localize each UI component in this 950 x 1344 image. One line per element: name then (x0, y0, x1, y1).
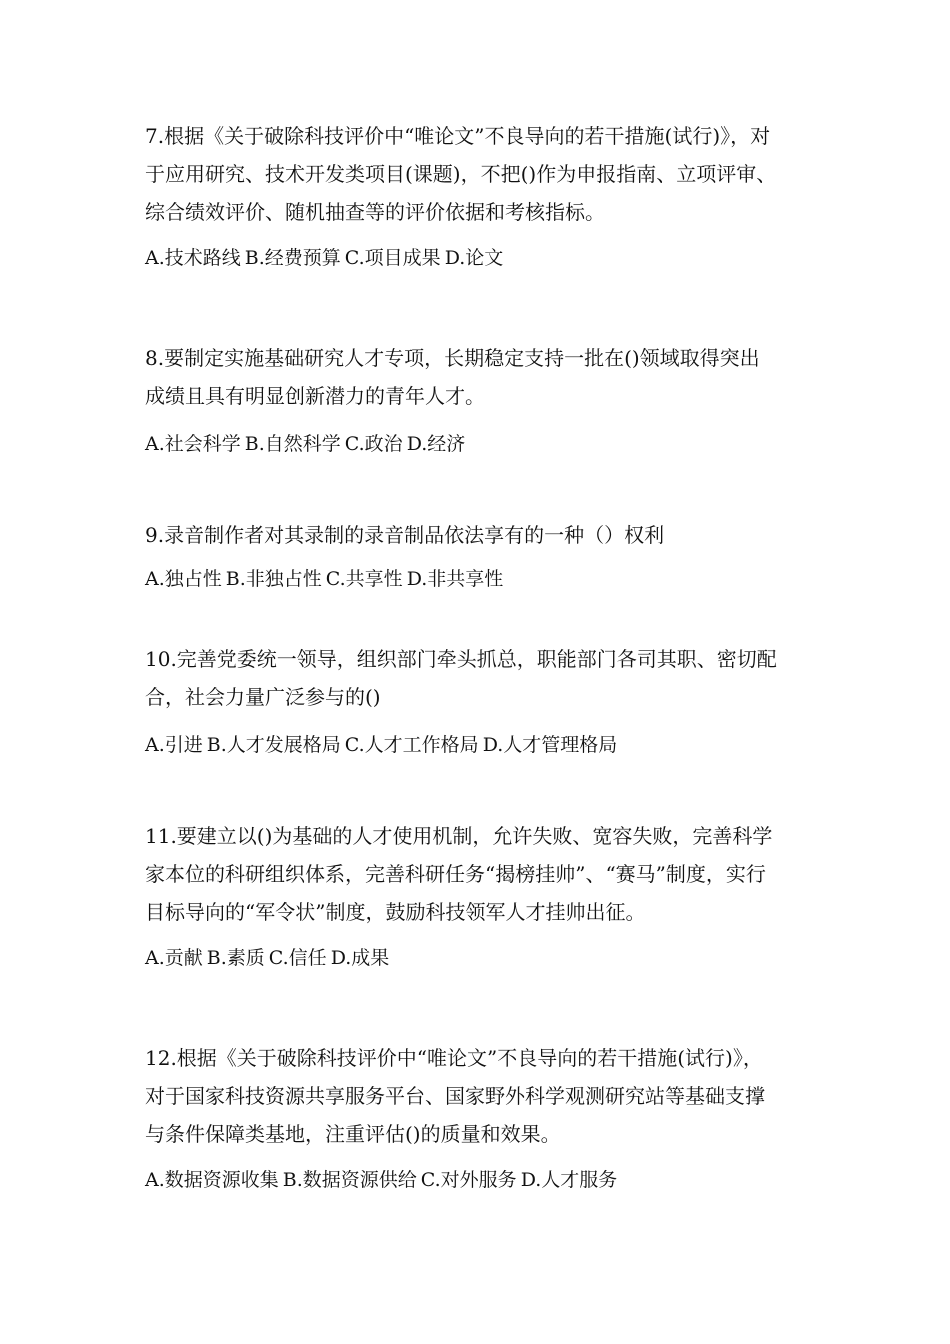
question-text (145, 117, 815, 231)
option-d: D.人才管理格局 (482, 734, 618, 756)
option-c: C.共享性 (325, 568, 403, 590)
option-a: A.贡献 (145, 947, 203, 969)
question-text (145, 640, 815, 716)
option-c: C.对外服务 (420, 1169, 517, 1191)
answer-options (145, 243, 815, 273)
question-text (145, 817, 815, 931)
question-line: 成绩且具有明显创新潜力的青年人才。 (145, 384, 485, 408)
option-a: A.数据资源收集 (145, 1169, 279, 1191)
question-text (145, 1039, 815, 1153)
question-11 (145, 817, 815, 973)
question-line: 8.要制定实施基础研究人才专项，长期稳定支持一批在()领域取得突出 (145, 346, 760, 370)
question-line: 于应用研究、技术开发类项目(课题)，不把()作为申报指南、立项评审、 (145, 162, 777, 186)
option-a: A.社会科学 (145, 433, 241, 455)
option-b: B.数据资源供给 (282, 1169, 417, 1191)
question-line: 10.完善党委统一领导，组织部门牵头抓总，职能部门各司其职、密切配 (145, 647, 777, 671)
option-b: B.人才发展格局 (206, 734, 341, 756)
question-line: 与条件保障类基地，注重评估()的质量和效果。 (145, 1122, 561, 1146)
option-b: B.经费预算 (244, 247, 341, 269)
question-line: 综合绩效评价、随机抽查等的评价依据和考核指标。 (145, 200, 605, 224)
option-d: D.人才服务 (520, 1169, 618, 1191)
question-line: 家本位的科研组织体系，完善科研任务“揭榜挂帅”、“赛马”制度，实行 (145, 862, 766, 886)
question-line: 9.录音制作者对其录制的录音制品依法享有的一种（）权利 (145, 523, 665, 547)
question-line: 12.根据《关于破除科技评价中“唯论文”不良导向的若干措施(试行)》， (145, 1046, 763, 1070)
option-b: B.非独占性 (225, 568, 322, 590)
option-c: C.人才工作格局 (344, 734, 479, 756)
question-7 (145, 117, 815, 273)
question-line: 对于国家科技资源共享服务平台、国家野外科学观测研究站等基础支撑 (145, 1084, 765, 1108)
option-d: D.经济 (406, 433, 466, 455)
question-12 (145, 1039, 815, 1195)
question-line: 目标导向的“军令状”制度，鼓励科技领军人才挂帅出征。 (145, 900, 646, 924)
answer-options (145, 943, 815, 973)
answer-options (145, 1165, 815, 1195)
option-a: A.独占性 (145, 568, 222, 590)
question-9 (145, 516, 815, 594)
option-c: C.政治 (344, 433, 403, 455)
option-b: B.素质 (206, 947, 265, 969)
option-a: A.引进 (145, 734, 203, 756)
option-b: B.自然科学 (244, 433, 341, 455)
answer-options (145, 429, 815, 459)
question-8 (145, 339, 815, 459)
question-line: 11.要建立以()为基础的人才使用机制，允许失败、宽容失败，完善科学 (145, 824, 773, 848)
question-text (145, 339, 815, 415)
question-line: 合，社会力量广泛参与的() (145, 685, 381, 709)
option-c: C.信任 (268, 947, 327, 969)
option-d: D.论文 (444, 247, 504, 269)
answer-options (145, 564, 815, 594)
question-10 (145, 640, 815, 760)
option-d: D.非共享性 (406, 568, 504, 590)
option-c: C.项目成果 (344, 247, 441, 269)
question-text (145, 516, 815, 554)
answer-options (145, 730, 815, 760)
question-line: 7.根据《关于破除科技评价中“唯论文”不良导向的若干措施(试行)》，对 (145, 124, 771, 148)
option-d: D.成果 (330, 947, 390, 969)
option-a: A.技术路线 (145, 247, 241, 269)
